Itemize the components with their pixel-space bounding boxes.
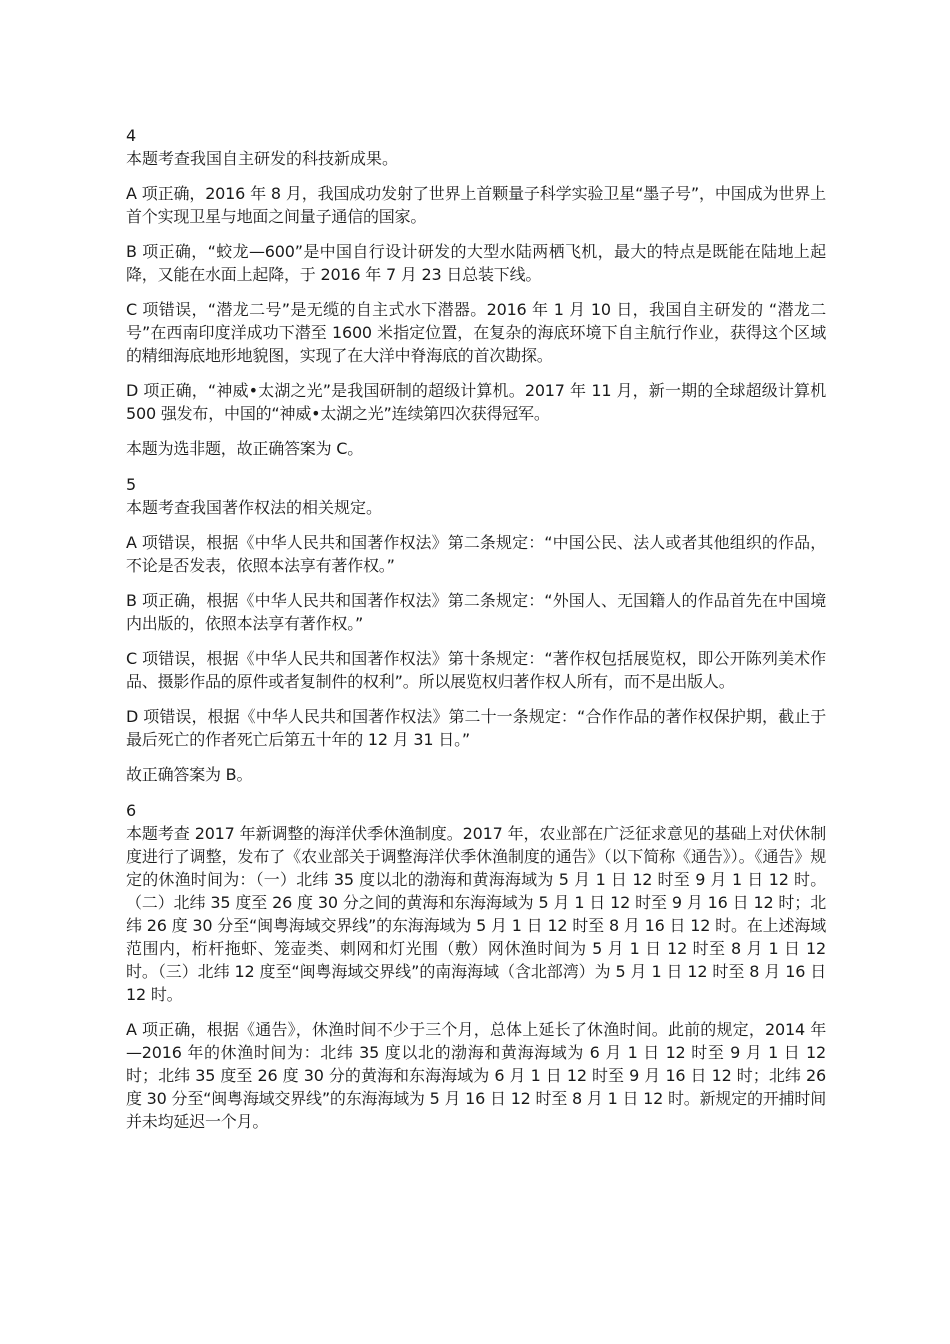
question-background: 本题考查 2017 年新调整的海洋伏季休渔制度。2017 年，农业部在广泛征求意见的基础上对伏休制度进行了调整，发布了《农业部关于调整海洋伏季休渔制度的通告》（以下简称《通告》）。《通告》规定的休渔时间为：（一）北纬 35 度以北的渤海和黄海海域为 5 月 1 日 12 时至 9 月 1 日 12 时。（二）北纬 35 度至 26 度 30 分之间的黄海和东海海域为 5 月 1 日 12 时至 9 月 16 日 12 时；北纬 26 度 30 分至“闽粤海域交界线”的东海海域为 5 月 1 日 12 时至 8 月 16 日 12 时。在上述海域范围内，桁杆拖虾、笼壶类、刺网和灯光围（敷）网休渔时间为 5 月 1 日 12 时至 8 月 1 日 12 时。（三）北纬 12 度至“闽粤海域交界线”的南海海域（含北部湾）为 5 月 1 日 12 时至 8 月 16 日 12 时。 bbox=[126, 824, 826, 1004]
question-5-section bbox=[126, 473, 826, 786]
option-d-explanation: D 项错误，根据《中华人民共和国著作权法》第二十一条规定：“合作作品的著作权保护期，截止于最后死亡的作者死亡后第五十年的 12 月 31 日。” bbox=[126, 707, 826, 749]
option-a-explanation: A 项正确，根据《通告》，休渔时间不少于三个月，总体上延长了休渔时间。此前的规定，2014 年—2016 年的休渔时间为：北纬 35 度以北的渤海和黄海海域为 6 月 1 日 12 时至 9 月 1 日 12 时；北纬 35 度至 26 度 30 分的黄海和东海海域为 6 月 1 日 12 时至 9 月 16 日 12 时；北纬 26 度 30 分至“闽粤海域交界线”的东海海域为 5 月 16 日 12 时至 8 月 1 日 12 时。新规定的开捕时间并未均延迟一个月。 bbox=[126, 1020, 826, 1131]
option-b-explanation: B 项正确，“蛟龙—600”是中国自行设计研发的大型水陆两栖飞机，最大的特点是既能在陆地上起降，又能在水面上起降，于 2016 年 7 月 23 日总装下线。 bbox=[126, 242, 826, 284]
question-number: 4 bbox=[126, 126, 137, 145]
question-intro: 本题考查我国著作权法的相关规定。 bbox=[126, 498, 383, 517]
option-c-explanation: C 项错误，“潜龙二号”是无缆的自主式水下潜器。2016 年 1 月 10 日，我国自主研发的 “潜龙二号”在西南印度洋成功下潜至 1600 米指定位置，在复杂的海底环境下自主航行作业，获得这个区域的精细海底地形地貌图，实现了在大洋中脊海底的首次勘探。 bbox=[126, 300, 826, 365]
answer-conclusion: 故正确答案为 B。 bbox=[126, 765, 253, 784]
option-b-explanation: B 项正确，根据《中华人民共和国著作权法》第二条规定：“外国人、无国籍人的作品首先在中国境内出版的，依照本法享有著作权。” bbox=[126, 591, 826, 633]
option-a-explanation: A 项错误，根据《中华人民共和国著作权法》第二条规定：“中国公民、法人或者其他组织的作品，不论是否发表，依照本法享有著作权。” bbox=[126, 533, 826, 575]
option-d-explanation: D 项正确，“神威•太湖之光”是我国研制的超级计算机。2017 年 11 月，新一期的全球超级计算机 500 强发布，中国的“神威•太湖之光”连续第四次获得冠军。 bbox=[126, 381, 826, 423]
answer-conclusion: 本题为选非题，故正确答案为 C。 bbox=[126, 439, 364, 458]
document-page bbox=[126, 124, 826, 1146]
option-a-explanation: A 项正确，2016 年 8 月，我国成功发射了世界上首颗量子科学实验卫星“墨子号”，中国成为世界上首个实现卫星与地面之间量子通信的国家。 bbox=[126, 184, 826, 226]
option-c-explanation: C 项错误，根据《中华人民共和国著作权法》第十条规定：“著作权包括展览权，即公开陈列美术作品、摄影作品的原件或者复制件的权利”。所以展览权归著作权人所有，而不是出版人。 bbox=[126, 649, 826, 691]
question-number: 5 bbox=[126, 475, 137, 494]
question-4-section bbox=[126, 124, 826, 460]
question-number: 6 bbox=[126, 801, 137, 820]
question-intro: 本题考查我国自主研发的科技新成果。 bbox=[126, 149, 399, 168]
question-6-section bbox=[126, 799, 826, 1133]
